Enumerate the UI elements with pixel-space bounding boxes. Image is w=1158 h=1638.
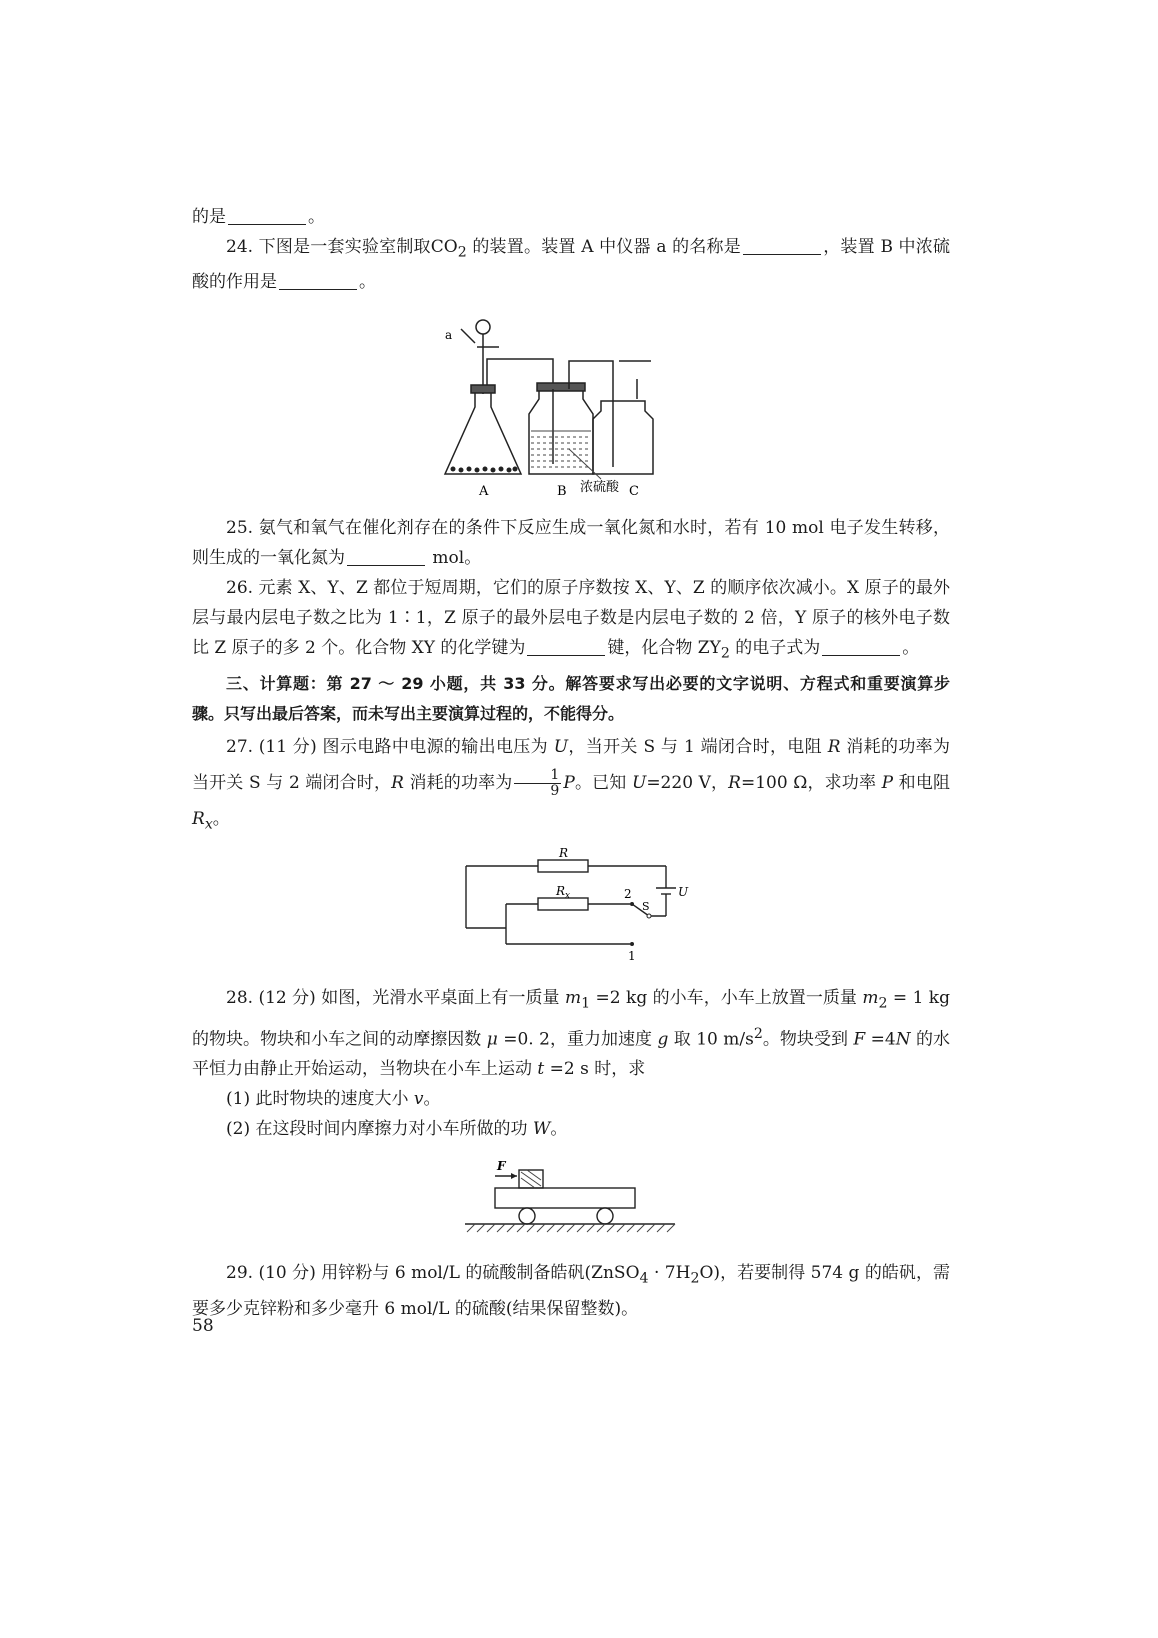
answer-blank [279,271,357,290]
cart [495,1188,635,1208]
var-W: W [532,1119,551,1140]
var-U: U [553,736,569,757]
question-27 [192,729,950,842]
label-C: C [629,484,639,500]
q25-text: 25. 氨气和氧气在催化剂存在的条件下反应生成一氧化氮和水时，若有 10 mol 电子发生转移，则生成的一氧化氮为 [192,518,950,569]
page-number: 58 [192,1316,214,1336]
label-Rx-main: R [556,884,566,899]
q28-text: 取 10 m/s [668,1029,754,1050]
label-F: F [497,1159,506,1174]
var-m: m [862,988,879,1009]
label-a: a [445,328,453,343]
question-26 [192,573,950,668]
q28-sub2-text: (2) 在这段时间内摩擦力对小车所做的功 [226,1119,533,1140]
var-R: R [827,736,841,757]
q27-text: 消耗的功率为 [403,772,513,793]
question-28-part-1 [192,1084,950,1114]
var-v: v [413,1089,424,1110]
wheel-left [519,1208,535,1224]
q26-text: 26. 元素 X、Y、Z 都位于短周期，它们的原子序数按 X、Y、Z 的顺序依次减小。X 原子的最外层与最内层电子数之比为 1∶1，Z 原子的最外层电子数是内层电子数的 2 倍，Y 原子的核外电子数比 Z 原子的多 2 个。化合物 XY 的化学键为 [192,578,950,659]
q27-text: =220 V， [646,772,729,793]
var-P: P [881,772,894,793]
fraction-one-ninth [514,768,561,799]
answer-blank [228,206,306,225]
q27-text: 。已知 [574,772,632,793]
q28-sub1-text: (1) 此时物块的速度大小 [226,1089,414,1110]
question-24 [192,232,950,297]
answer-blank [822,637,900,656]
q28-text: =0. 2，重力加速度 [497,1029,658,1050]
q28-text: =2 s 时，求 [544,1059,646,1080]
var-sup: 2 [753,1025,763,1042]
q25-text: mol。 [427,548,482,569]
frac-den: 9 [550,782,560,799]
q28-text: 。物块受到 [762,1029,854,1050]
var-g: g [657,1029,669,1050]
var-sub: 1 [581,995,591,1012]
q24-text: 的装置。装置 A 中仪器 a 的名称是 [466,237,741,257]
q27-text: ，当开关 S 与 1 端闭合时，电阻 [568,736,828,757]
var-R: R [728,772,741,793]
q27-text: 。 [212,808,230,829]
q28-sub2-text: 。 [550,1119,568,1140]
q26-sub: 2 [720,645,730,662]
page-content [192,202,950,1324]
var-m: m [564,988,582,1009]
question-28-part-2 [192,1114,950,1144]
q27-text: 消耗的功率为当开关 S 与 2 端闭合时， [192,736,951,793]
funnel-bulb [476,320,490,334]
q27-text: 和电阻 [893,772,950,793]
var-U: U [631,772,647,793]
question-23-tail [192,202,950,232]
label-terminal-2: 2 [624,887,632,902]
q26-text: 的电子式为 [729,638,821,659]
label-R: R [559,846,569,861]
q29-sub: 2 [690,1270,700,1287]
resistor-Rx [538,898,588,910]
label-S: S [642,900,650,914]
cart-block-figure [461,1158,681,1236]
q29-text: O)，若要制得 574 g 的皓矾，需要多少克锌粉和多少毫升 6 mol/L 的硫酸(结果保留整数)。 [192,1263,950,1319]
q26-text: 键，化合物 ZY [607,638,721,659]
var-x-sub: x [204,816,213,833]
frac-num: 1 [514,768,561,784]
q28-text: = 1 kg 的物块。物块和小车之间的动摩擦因数 [192,988,950,1050]
label-Rx-sub: x [565,891,571,902]
var-N: N [895,1029,911,1050]
var-t: t [537,1059,545,1080]
section-3-heading: 三、计算题：第 27 ～ 29 小题，共 33 分。解答要求写出必要的文字说明、方程式和重要演算步骤。只写出最后答案，而未写出主要演算过程的，不能得分。 [192,673,950,723]
q24-sub: 2 [457,244,467,261]
var-sub: 2 [878,995,888,1012]
label-terminal-1: 1 [628,949,636,964]
label-U: U [678,885,689,900]
q29-text: 29. (10 分) 用锌粉与 6 mol/L 的硫酸制备皓矾(ZnSO [226,1263,640,1284]
q24-text: 。 [359,272,376,293]
q23-end: 。 [308,207,325,227]
q28-text: 28. (12 分) 如图，光滑水平桌面上有一质量 [226,988,565,1009]
q29-sub: 4 [639,1270,649,1287]
bottle-c [593,401,653,474]
label-A: A [479,484,489,500]
answer-blank [347,547,425,566]
q28-text: 的水平恒力由静止开始运动，当物块在小车上运动 [192,1029,951,1080]
question-25 [192,513,950,573]
label-acid: 浓硫酸 [580,480,620,496]
q28-text: =4 [865,1029,896,1050]
answer-blank [743,236,821,255]
wheel-right [597,1208,613,1224]
label-B: B [557,484,567,500]
var-F: F [853,1029,866,1050]
var-R: R [391,772,404,793]
var-Rx: R [192,808,205,829]
q26-text: 。 [902,638,920,659]
q24-text: 24. 下图是一套实验室制取CO [226,237,458,257]
q27-text: 27. (11 分) 图示电路中电源的输出电压为 [226,736,554,757]
q24-text: ，装置 B 中浓硫酸的作用是 [192,237,950,293]
question-29 [192,1258,950,1323]
flask-a [445,387,521,474]
resistor-R [538,860,588,872]
var-mu: μ [486,1029,498,1050]
q28-text: =2 kg 的小车，小车上放置一质量 [590,988,863,1009]
q23-text: 的是 [192,207,226,227]
co2-apparatus-figure [441,319,701,499]
circuit-figure [456,846,689,964]
q28-sub1-text: 。 [423,1089,441,1110]
question-28 [192,983,950,1084]
q29-text: · 7H [648,1263,691,1284]
answer-blank [527,637,605,656]
q27-text: =100 Ω，求功率 [740,772,882,793]
var-P: P [563,772,575,793]
